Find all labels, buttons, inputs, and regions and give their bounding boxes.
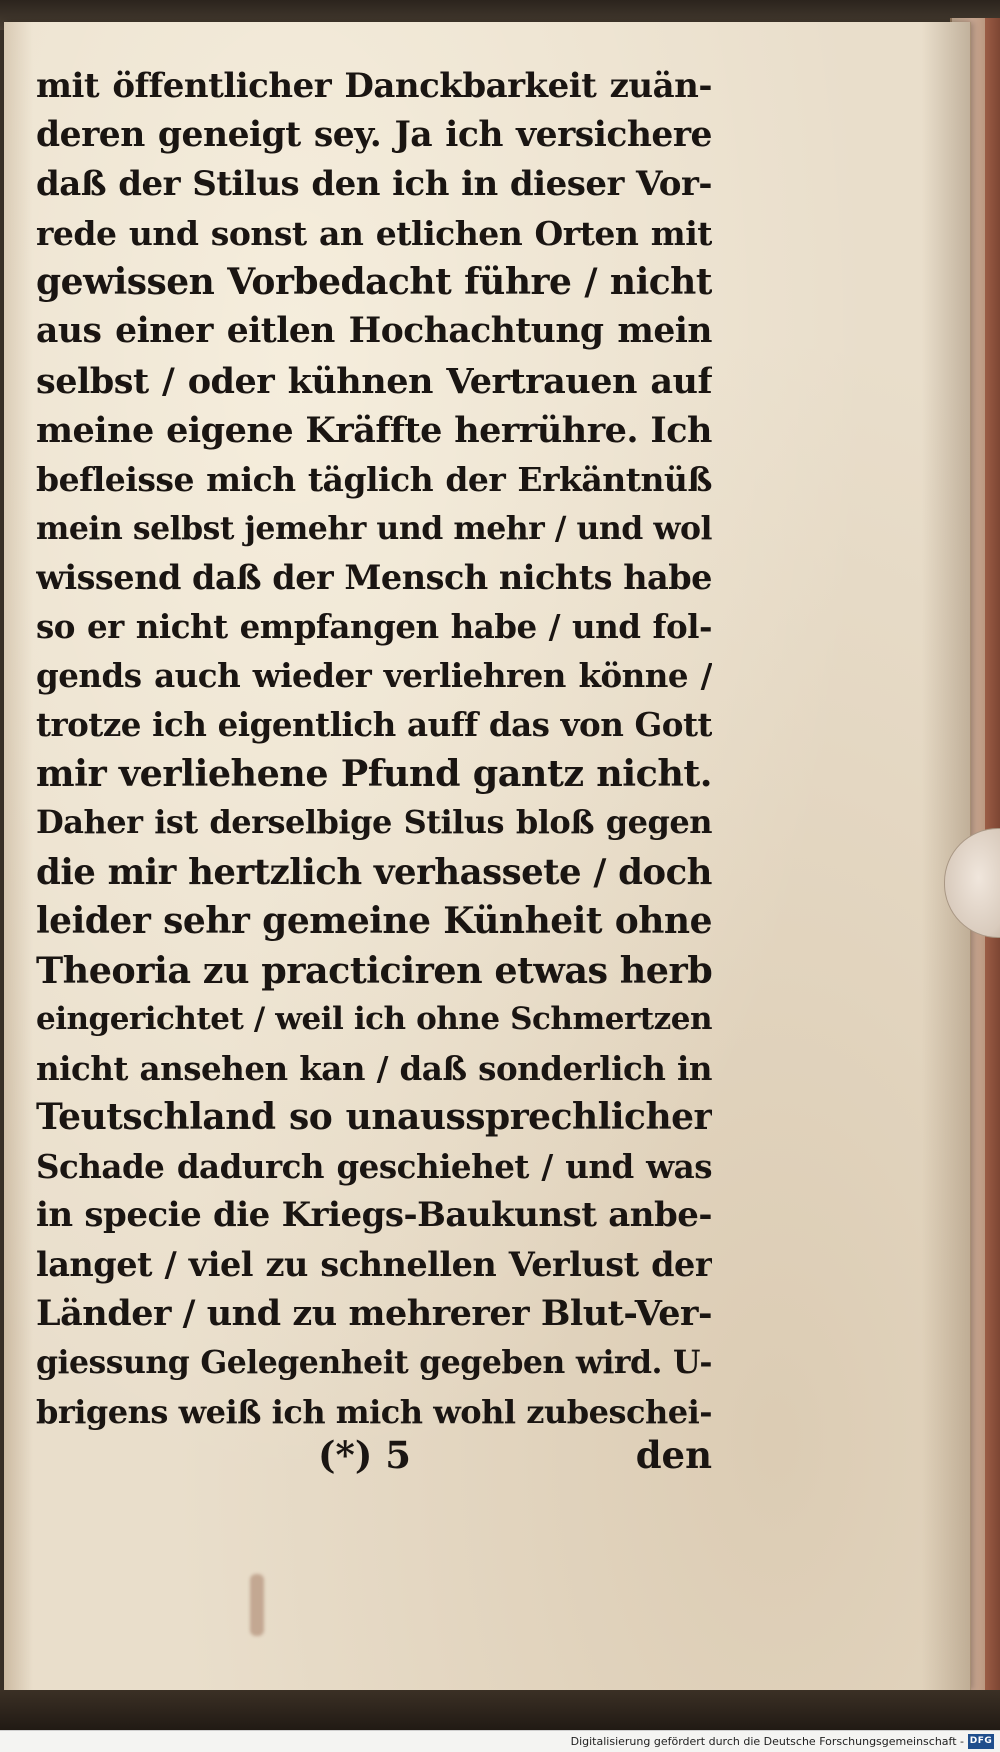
text-line: Daher ist derselbige Stilus bloß gegen <box>36 803 712 842</box>
text-line: Schade dadurch geschiehet / und was <box>36 1147 712 1187</box>
text-line: Theoria zu practiciren etwas herb <box>36 948 712 992</box>
text-line: mein selbst jemehr und mehr / und wol <box>36 509 712 547</box>
catchword: den <box>635 1433 712 1477</box>
text-line: giessung Gelegenheit gegeben wird. U- <box>36 1344 712 1382</box>
background-bottom <box>0 1690 1000 1730</box>
signature-mark: (*) 5 <box>318 1433 411 1477</box>
page-text <box>36 62 712 1437</box>
funding-credit: Digitalisierung gefördert durch die Deutsche Forschungsgemeinschaft - <box>570 1735 964 1748</box>
text-line: daß der Stilus den ich in dieser Vor- <box>36 164 712 205</box>
text-line: nicht ansehen kan / daß sonderlich in <box>36 1048 712 1088</box>
text-line: rede und sonst an etlichen Orten mit <box>36 214 712 254</box>
text-line: gends auch wieder verliehren könne / <box>36 656 712 696</box>
text-line: Länder / und zu mehrerer Blut-Ver- <box>36 1293 712 1335</box>
text-line: deren geneigt sey. Ja ich versichere <box>36 115 712 156</box>
text-line: selbst / oder kühnen Vertrauen auf <box>36 360 712 402</box>
text-line: gewissen Vorbedacht führe / nicht <box>36 261 712 304</box>
dfg-logo: DFG <box>968 1734 994 1749</box>
text-line: mir verliehene Pfund gantz nicht. <box>36 752 712 796</box>
paper-stain <box>250 1574 264 1636</box>
text-line: mit öffentlicher Danckbarkeit zuän- <box>36 66 712 106</box>
text-line: meine eigene Kräffte herrühre. Ich <box>36 409 712 451</box>
text-line: trotze ich eigentlich auff das von Gott <box>36 705 712 745</box>
text-line: die mir hertzlich verhassete / doch <box>36 851 712 893</box>
text-line: so er nicht empfangen habe / und fol- <box>36 607 712 647</box>
text-line: eingerichtet / weil ich ohne Schmertzen <box>36 1000 712 1037</box>
text-line: leider sehr gemeine Künheit ohne <box>36 899 712 942</box>
text-line: brigens weiß ich mich wohl zubeschei- <box>36 1392 712 1431</box>
text-line: Teutschland so unaussprechlicher <box>36 1095 712 1138</box>
text-line: aus einer eitlen Hochachtung mein <box>36 311 712 352</box>
text-line: in specie die Kriegs-Baukunst anbe- <box>36 1195 712 1236</box>
text-line: wissend daß der Mensch nichts habe <box>36 557 712 597</box>
credit-footer <box>0 1730 1000 1752</box>
text-line: langet / viel zu schnellen Verlust der <box>36 1245 712 1285</box>
page-foot <box>36 1430 712 1480</box>
text-line: befleisse mich täglich der Erkäntnüß <box>36 459 712 499</box>
